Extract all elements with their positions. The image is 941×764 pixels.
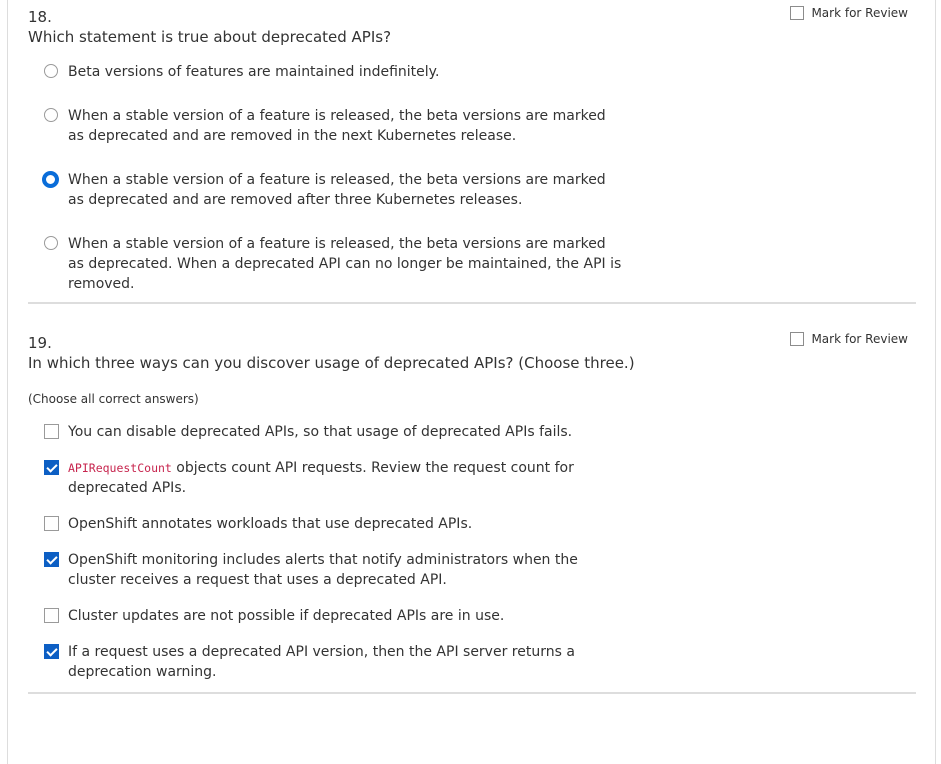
answer-option-text: OpenShift monitoring includes alerts that notify administrators when the cluster receives a request that uses a deprecated API. xyxy=(68,552,578,588)
checkbox-icon[interactable] xyxy=(44,608,59,623)
radio-selected-icon[interactable] xyxy=(42,171,59,188)
answer-option-text: Beta versions of features are maintained indefinitely. xyxy=(68,64,440,80)
answer-option-text: When a stable version of a feature is released, the beta versions are marked as deprecated. When a deprecated API can no longer be maintained, the API is removed. xyxy=(68,236,622,292)
answer-option[interactable] xyxy=(28,514,916,534)
checkbox-checked-icon[interactable] xyxy=(44,552,59,567)
answer-options xyxy=(28,422,916,682)
answer-option-text: Cluster updates are not possible if deprecated APIs are in use. xyxy=(68,608,505,624)
answer-option-text: When a stable version of a feature is released, the beta versions are marked as deprecated and are removed in the next Kubernetes release. xyxy=(68,108,606,144)
question-text: In which three ways can you discover usage of deprecated APIs? (Choose three.) xyxy=(28,354,635,372)
checkbox-icon[interactable] xyxy=(44,516,59,531)
answer-option-text-rest: objects count API requests. Review the request count for deprecated APIs. xyxy=(68,460,574,496)
mark-for-review-checkbox[interactable] xyxy=(790,6,908,20)
checkbox-checked-icon[interactable] xyxy=(44,644,59,659)
answer-option[interactable] xyxy=(28,642,916,682)
answer-option-text xyxy=(68,458,624,498)
question-18 xyxy=(28,0,916,294)
answer-option-text: OpenShift annotates workloads that use deprecated APIs. xyxy=(68,516,473,532)
mark-for-review-checkbox[interactable] xyxy=(790,332,908,346)
radio-icon[interactable] xyxy=(44,64,58,78)
answer-option-text: You can disable deprecated APIs, so that usage of deprecated APIs fails. xyxy=(68,424,573,440)
answer-option[interactable] xyxy=(28,62,916,82)
mark-for-review-label: Mark for Review xyxy=(811,332,908,346)
answer-option[interactable] xyxy=(28,458,916,498)
checkbox-icon[interactable] xyxy=(44,424,59,439)
radio-icon[interactable] xyxy=(44,108,58,122)
mark-for-review-label: Mark for Review xyxy=(811,6,908,20)
question-divider xyxy=(28,692,916,694)
choose-all-note: (Choose all correct answers) xyxy=(28,392,199,406)
answer-option[interactable] xyxy=(28,170,916,210)
checkbox-icon[interactable] xyxy=(790,332,804,346)
answer-option[interactable] xyxy=(28,234,916,294)
question-number: 19. xyxy=(28,334,52,352)
inline-code: APIRequestCount xyxy=(68,461,172,475)
answer-option[interactable] xyxy=(28,422,916,442)
answer-option-text: When a stable version of a feature is released, the beta versions are marked as deprecated and are removed after three Kubernetes releases. xyxy=(68,172,606,208)
checkbox-icon[interactable] xyxy=(790,6,804,20)
answer-option-text: If a request uses a deprecated API version, then the API server returns a deprecation warning. xyxy=(68,644,575,680)
answer-option[interactable] xyxy=(28,606,916,626)
question-text: Which statement is true about deprecated APIs? xyxy=(28,28,392,46)
radio-icon[interactable] xyxy=(44,236,58,250)
quiz-page xyxy=(7,0,936,764)
question-19 xyxy=(28,304,916,682)
question-number: 18. xyxy=(28,8,52,26)
answer-options xyxy=(28,62,916,294)
answer-option[interactable] xyxy=(28,550,916,590)
answer-option[interactable] xyxy=(28,106,916,146)
checkbox-checked-icon[interactable] xyxy=(44,460,59,475)
